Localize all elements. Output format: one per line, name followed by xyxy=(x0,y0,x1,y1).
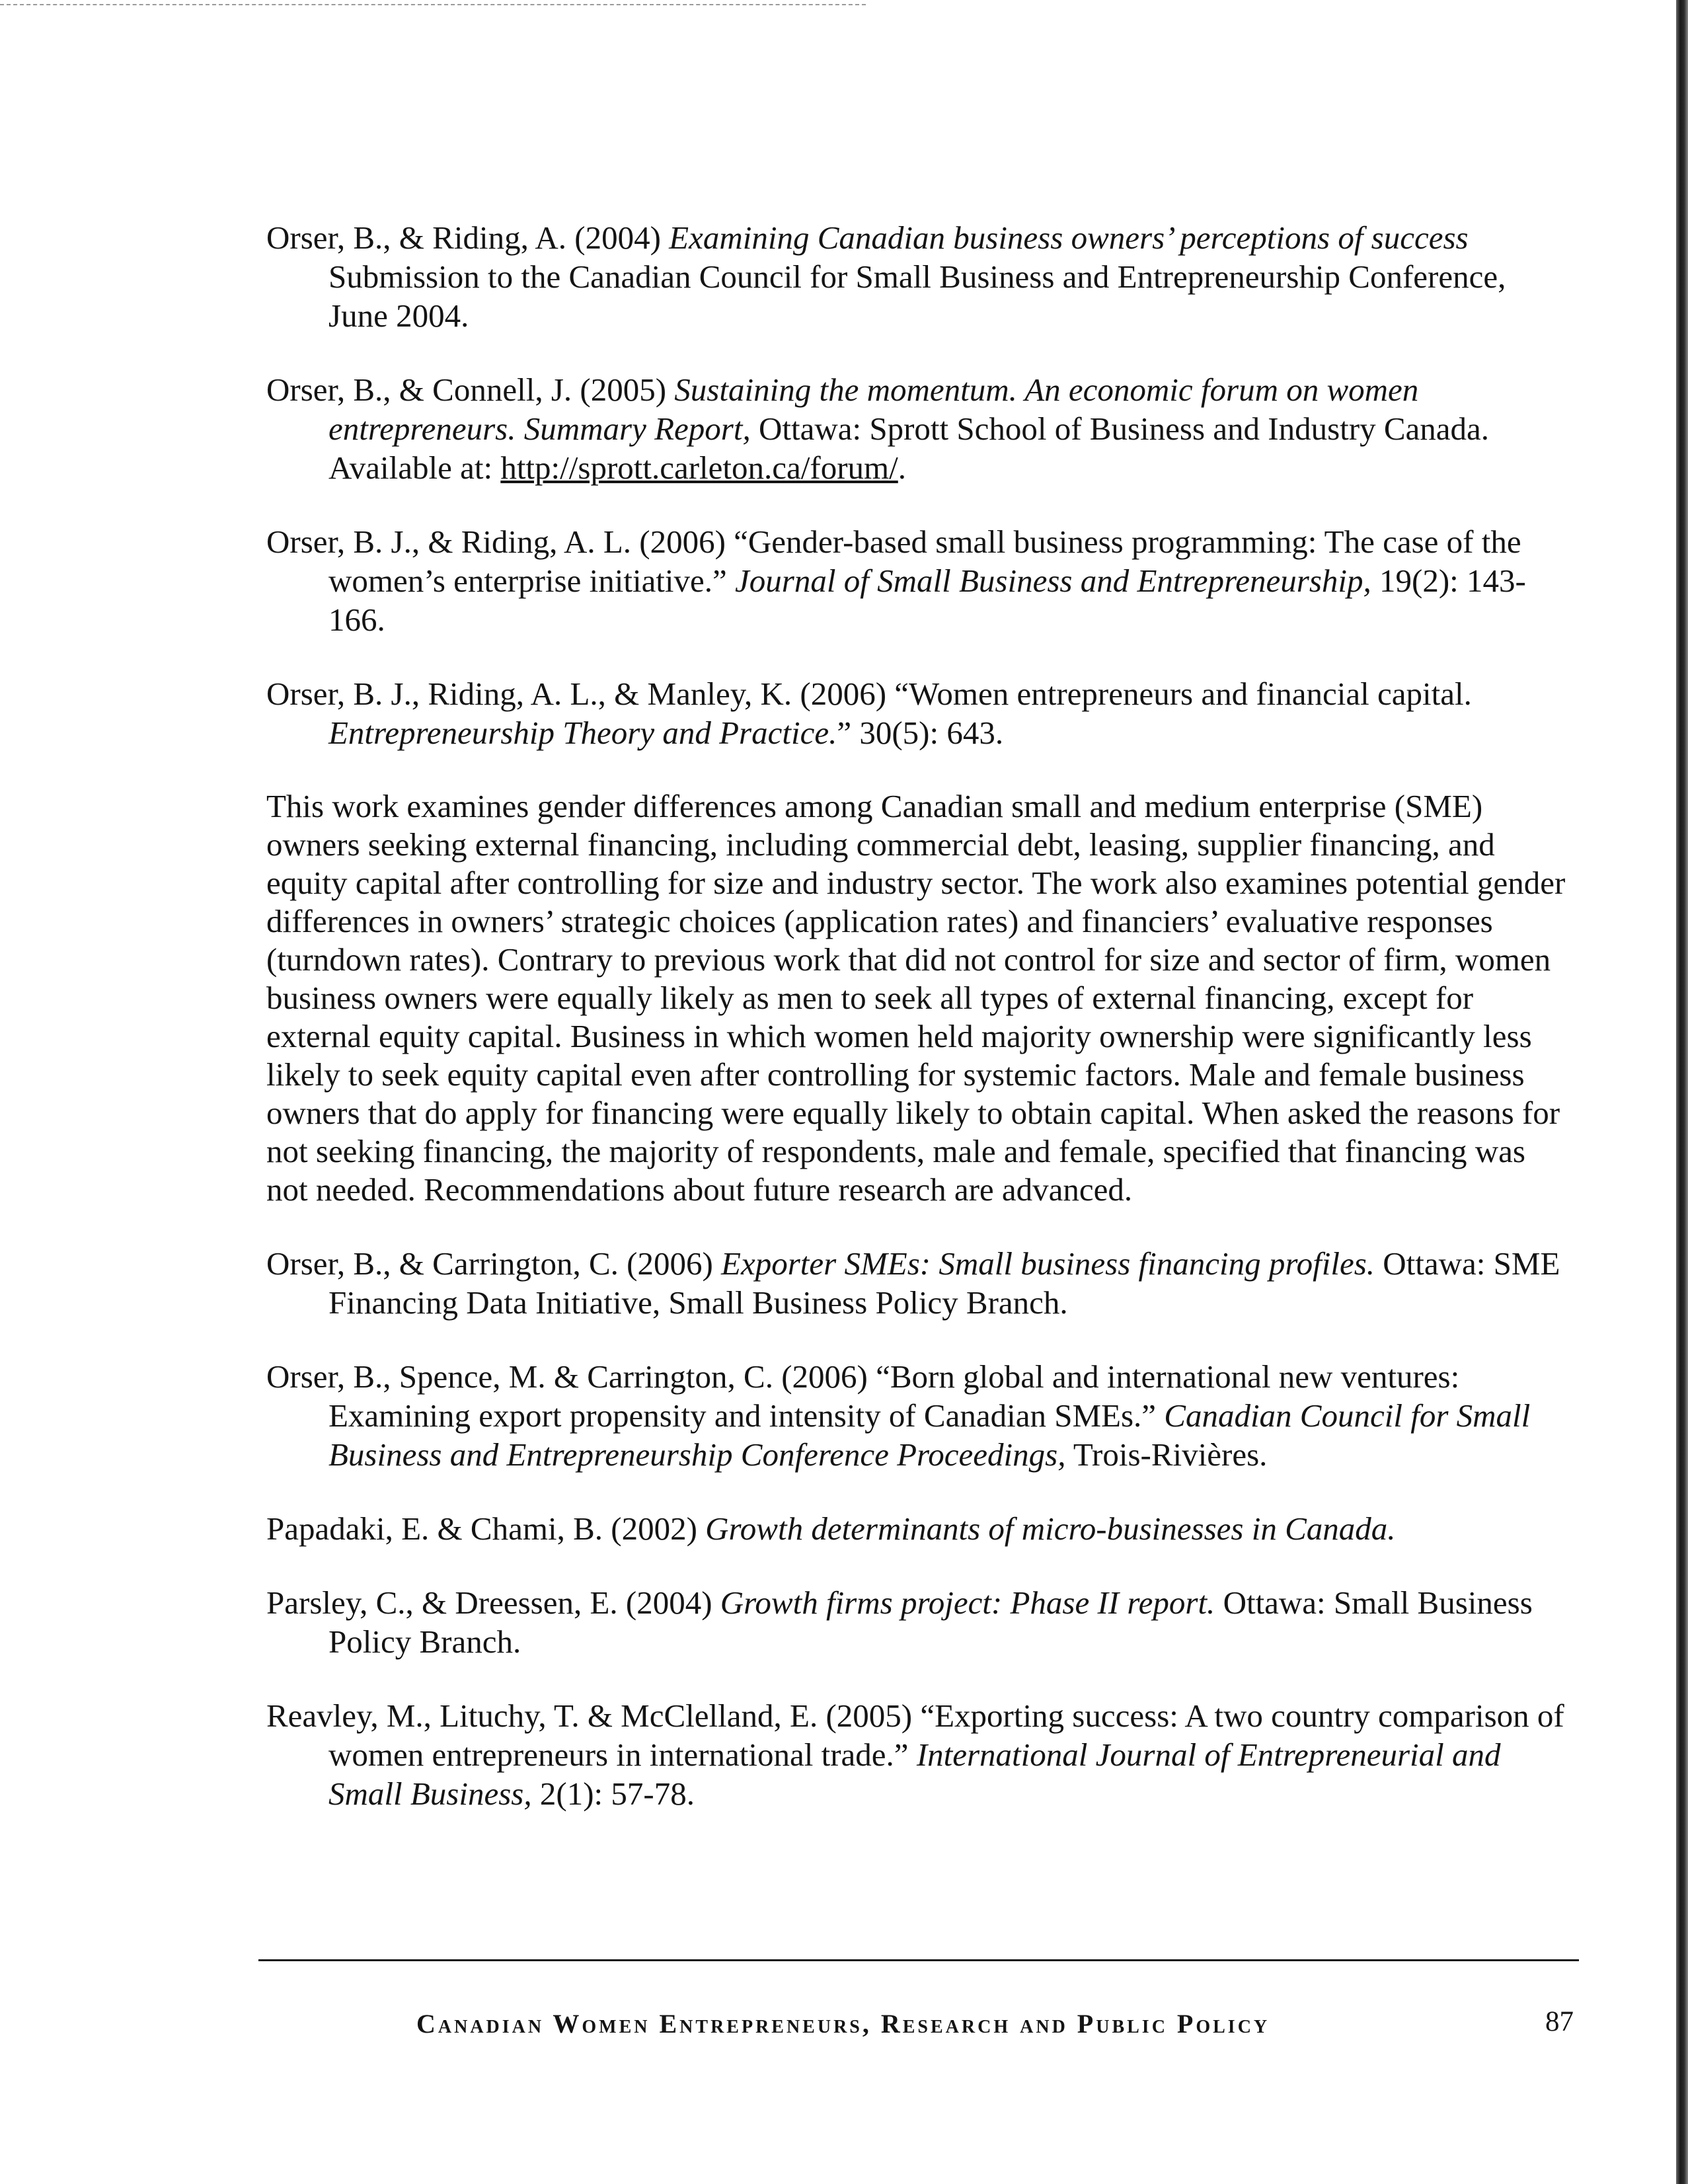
reference-title: Examining Canadian business owners’ perceptions of success xyxy=(669,219,1469,256)
reference-entry xyxy=(266,522,1568,639)
reference-entry xyxy=(266,1357,1568,1474)
scan-top-rule xyxy=(0,4,866,5)
reference-authors: Orser, B., & Riding, A. (2004) xyxy=(266,219,670,256)
reference-authors: Parsley, C., & Dreessen, E. (2004) xyxy=(266,1584,720,1621)
reference-journal: Canadian Council for Small Business and Entrepreneurship Conference Proceedings, xyxy=(328,1397,1531,1473)
reference-list xyxy=(266,218,1568,1848)
reference-details: 19(2): 143-166. xyxy=(328,563,1526,638)
reference-entry xyxy=(266,1583,1568,1661)
footer-rule xyxy=(258,1959,1579,1961)
reference-entry xyxy=(266,1509,1568,1548)
reference-journal: International Journal of Entrepreneurial and Small Business, xyxy=(328,1736,1501,1812)
reference-details: Trois-Rivières. xyxy=(1065,1436,1268,1473)
reference-details: ” 30(5): 643. xyxy=(837,715,1004,751)
reference-tail: . xyxy=(898,449,907,486)
reference-details: Ottawa: Sprott School of Business and Industry Canada. Available at: xyxy=(328,410,1490,486)
reference-title: Growth determinants of micro-businesses in Canada. xyxy=(705,1510,1396,1547)
reference-title: Sustaining the momentum. An economic forum on women entrepreneurs. Summary Report, xyxy=(328,371,1419,447)
reference-title: Growth firms project: Phase II report. xyxy=(720,1584,1215,1621)
reference-authors: Orser, B., Spence, M. & Carrington, C. (2006) “Born global and international new ventures: Examining export propensity and intensity of Canadian SMEs.” xyxy=(266,1358,1460,1434)
page-number: 87 xyxy=(1545,2006,1574,2037)
reference-authors: Orser, B., & Connell, J. (2005) xyxy=(266,371,675,408)
reference-link[interactable]: http://sprott.carleton.ca/forum/ xyxy=(500,449,898,486)
reference-details: 2(1): 57-78. xyxy=(531,1775,695,1812)
reference-title: Exporter SMEs: Small business financing profiles. xyxy=(721,1245,1375,1282)
scan-edge xyxy=(1676,0,1688,2184)
reference-entry xyxy=(266,370,1568,487)
reference-entry xyxy=(266,1696,1568,1813)
reference-authors: Orser, B. J., & Riding, A. L. (2006) “Gender-based small business programming: The case of the women’s enterprise initiative.” xyxy=(266,524,1521,599)
reference-authors: Orser, B. J., Riding, A. L., & Manley, K. (2006) “Women entrepreneurs and financial capital. xyxy=(266,676,1472,712)
reference-authors: Papadaki, E. & Chami, B. (2002) xyxy=(266,1510,706,1547)
reference-details: Ottawa: Small Business Policy Branch. xyxy=(328,1584,1533,1660)
reference-journal: Journal of Small Business and Entrepreneurship, xyxy=(735,563,1371,599)
reference-details: Ottawa: SME Financing Data Initiative, Small Business Policy Branch. xyxy=(328,1245,1560,1321)
reference-details: Submission to the Canadian Council for Small Business and Entrepreneurship Conference, June 2004. xyxy=(328,258,1506,334)
abstract-paragraph: This work examines gender differences among Canadian small and medium enterprise (SME) owners seeking external financing, including commercial debt, leasing, supplier financing, and equity capital after controlling for size and industry sector. The work also examines potential gender differences in owners’ strategic choices (application rates) and financiers’ evaluative responses (turndown rates). Contrary to previous work that did not control for size and sector of firm, women business owners were equally likely as men to seek all types of external financing, except for external equity capital. Business in which women held majority ownership were significantly less likely to seek equity capital even after controlling for systemic factors. Male and female business owners that do apply for financing were equally likely to obtain capital. When asked the reasons for not seeking financing, the majority of respondents, male and female, specified that financing was not needed. Recommendations about future research are advanced. xyxy=(266,788,1566,1208)
reference-authors: Orser, B., & Carrington, C. (2006) xyxy=(266,1245,722,1282)
reference-authors: Reavley, M., Lituchy, T. & McClelland, E. (2005) “Exporting success: A two country comparison of women entrepreneurs in international trade.” xyxy=(266,1697,1564,1773)
reference-entry xyxy=(266,1244,1568,1322)
reference-entry xyxy=(266,218,1568,335)
footer-running-title: Canadian Women Entrepreneurs, Research and Public Policy xyxy=(416,2009,1270,2039)
reference-entry xyxy=(266,674,1568,752)
reference-journal: Entrepreneurship Theory and Practice. xyxy=(328,715,837,751)
